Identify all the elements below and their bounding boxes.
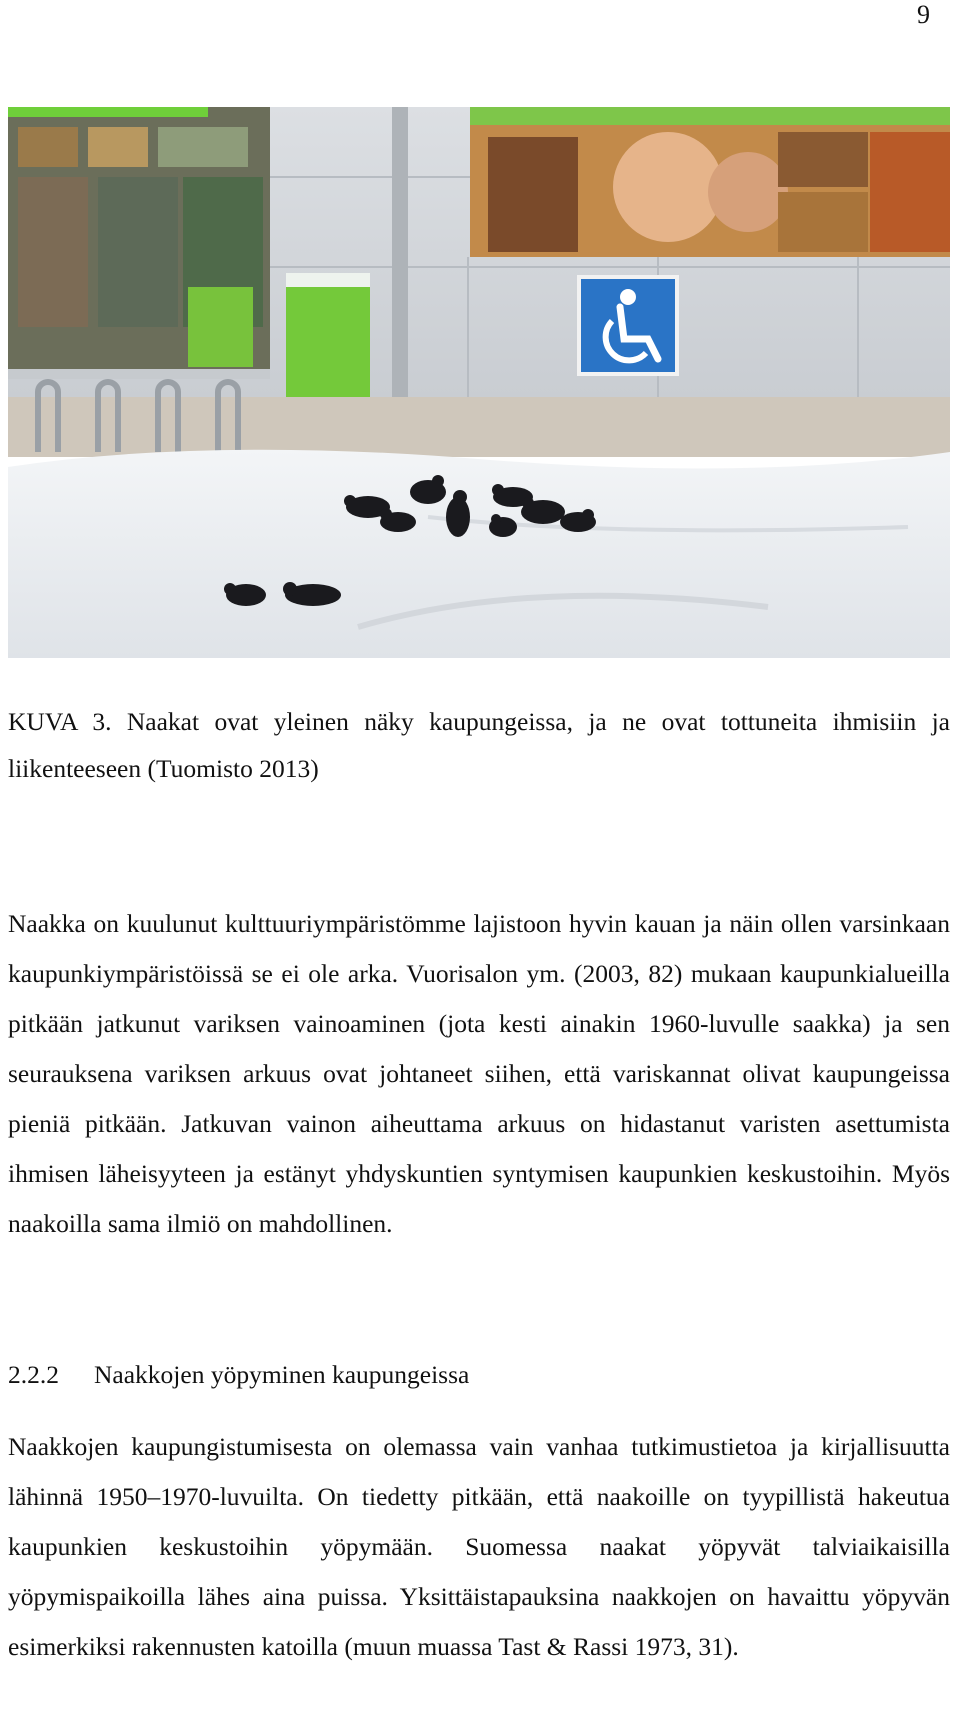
accessibility-sign-icon [579, 277, 677, 374]
photo-illustration [8, 107, 950, 658]
section-title: Naakkojen yöpyminen kaupungeissa [94, 1360, 470, 1389]
drain-pipe [392, 107, 408, 437]
body-paragraph: Naakka on kuulunut kulttuuriympäristömme lajistoon hyvin kauan ja näin ollen varsinkaan kaupunkiympäristöissä se ei ole arka. Vuorisalon ym. (2003, 82) mukaan kaupunkialueilla pitkään jatkunut variksen vainoaminen (jota kesti ainakin 1960-luvulle saakka) ja sen seurauksena variksen arkuus ovat johtaneet siihen, että variskannat olivat kaupungeissa pieniä pitkään. Jatkuvan vainon aiheuttama arkuus on hidastanut varisten asettumista ihmisen läheisyyteen ja estänyt yhdyskuntien syntymisen kaupunkien keskustoihin. Myös naakoilla sama ilmiö on mahdollinen. [8, 909, 950, 1238]
section-heading [8, 1355, 469, 1395]
page-number: 9 [917, 0, 930, 29]
section-number: 2.2.2 [8, 1360, 59, 1389]
figure-photo [8, 107, 950, 658]
body-paragraph: Naakkojen kaupungistumisesta on olemassa vain vanhaa tutkimustietoa ja kirjallisuutta lähinnä 1950–1970-luvuilta. On tiedetty pitkään, että naakoille on tyypillistä hakeutua kaupunkien keskustoihin yöpymään. Suomessa naakat yöpyvät talviaikaisilla yöpymispaikoilla lähes aina puissa. Yksittäistapauksina naakkojen on havaittu yöpyvän esimerkiksi rakennusten katoilla (muun muassa Tast & Rassi 1973, 31). [8, 1432, 950, 1661]
snow-ground [8, 450, 950, 658]
foundation [8, 397, 950, 457]
figure-caption: KUVA 3. Naakat ovat yleinen näky kaupungeissa, ja ne ovat tottuneita ihmisiin ja liikenteeseen (Tuomisto 2013) [8, 707, 950, 783]
